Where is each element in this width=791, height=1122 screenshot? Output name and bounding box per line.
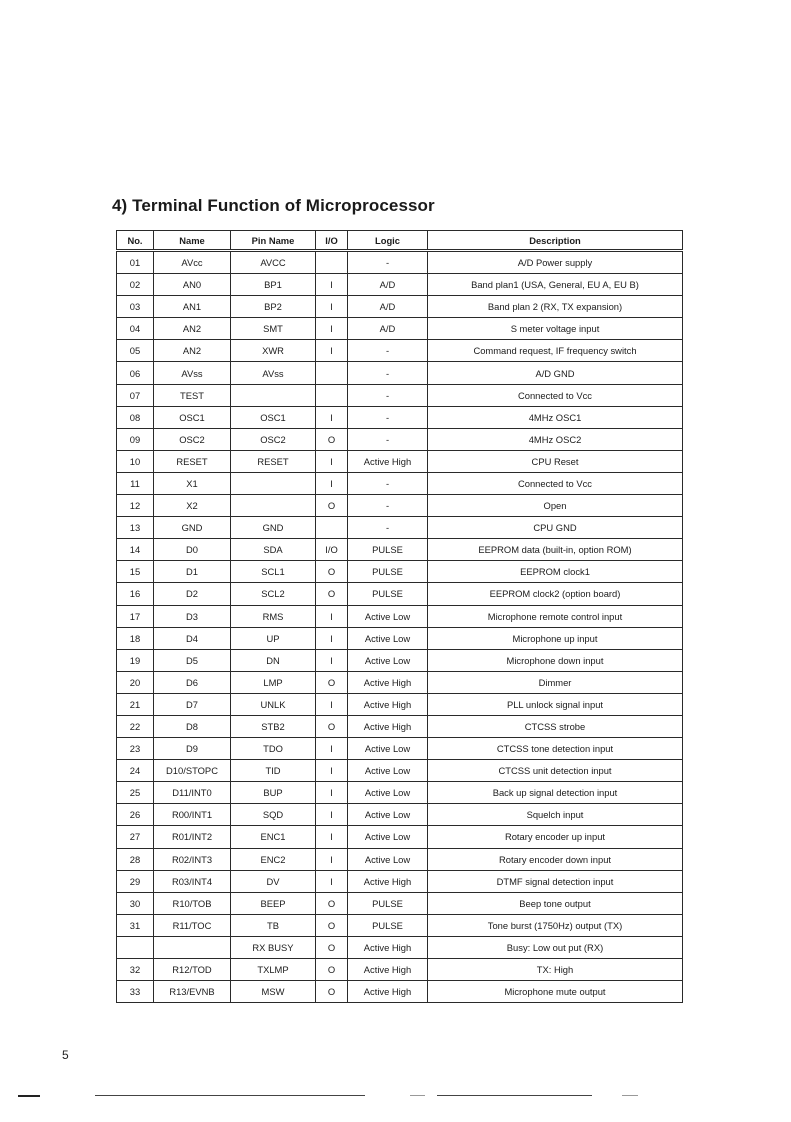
cell-no: 10 [117,450,154,472]
cell-name: D8 [154,715,231,737]
table-row [117,605,683,627]
cell-name: D0 [154,539,231,561]
table-row [117,981,683,1003]
cell-no: 01 [117,251,154,274]
cell-pin-name [231,495,316,517]
cell-no: 07 [117,384,154,406]
table-row [117,472,683,494]
cell-pin-name: SQD [231,804,316,826]
page-number: 5 [62,1048,69,1062]
cell-description: Rotary encoder down input [428,848,683,870]
cell-no: 31 [117,914,154,936]
cell-description: DTMF signal detection input [428,870,683,892]
cell-io [316,384,348,406]
cell-pin-name: AVss [231,362,316,384]
cell-no: 21 [117,693,154,715]
cell-io: I [316,274,348,296]
cell-description: CPU Reset [428,450,683,472]
cell-pin-name: TID [231,760,316,782]
cell-pin-name: UP [231,627,316,649]
cell-name [154,936,231,958]
cell-name: D3 [154,605,231,627]
cell-no: 16 [117,583,154,605]
cell-pin-name: AVCC [231,251,316,274]
cell-no: 27 [117,826,154,848]
cell-pin-name [231,384,316,406]
cell-name: D1 [154,561,231,583]
cell-logic: Active Low [348,826,428,848]
cell-pin-name: ENC2 [231,848,316,870]
cell-pin-name: DN [231,649,316,671]
cell-name: D7 [154,693,231,715]
footer-rule [622,1095,638,1096]
cell-pin-name: BP1 [231,274,316,296]
cell-io: O [316,959,348,981]
cell-io: I [316,870,348,892]
cell-pin-name: MSW [231,981,316,1003]
cell-logic: Active High [348,715,428,737]
cell-name: R12/TOD [154,959,231,981]
cell-io: I/O [316,539,348,561]
cell-no: 25 [117,782,154,804]
cell-no: 05 [117,340,154,362]
cell-pin-name: SCL1 [231,561,316,583]
table-row [117,959,683,981]
cell-description: Busy: Low out put (RX) [428,936,683,958]
table-row [117,428,683,450]
cell-no: 14 [117,539,154,561]
cell-description: Open [428,495,683,517]
cell-logic: Active High [348,671,428,693]
cell-logic: - [348,251,428,274]
cell-io: I [316,450,348,472]
cell-io: O [316,715,348,737]
cell-name: R02/INT3 [154,848,231,870]
cell-no: 11 [117,472,154,494]
cell-name: AN2 [154,340,231,362]
cell-io: I [316,782,348,804]
cell-io: I [316,760,348,782]
cell-no: 30 [117,892,154,914]
table-row [117,384,683,406]
cell-io: O [316,561,348,583]
cell-description: Microphone down input [428,649,683,671]
table-row [117,892,683,914]
cell-no: 09 [117,428,154,450]
cell-description: EEPROM clock1 [428,561,683,583]
cell-pin-name: UNLK [231,693,316,715]
cell-io: I [316,848,348,870]
cell-no: 33 [117,981,154,1003]
table-row [117,561,683,583]
cell-logic: PULSE [348,583,428,605]
table-row [117,539,683,561]
cell-io: O [316,495,348,517]
cell-name: R03/INT4 [154,870,231,892]
cell-pin-name: BEEP [231,892,316,914]
table-row [117,318,683,340]
cell-pin-name [231,472,316,494]
cell-name: TEST [154,384,231,406]
cell-logic: Active Low [348,804,428,826]
cell-logic: Active High [348,936,428,958]
cell-io: I [316,627,348,649]
cell-name: X2 [154,495,231,517]
cell-io [316,517,348,539]
table-row [117,782,683,804]
table-row [117,715,683,737]
cell-description: EEPROM clock2 (option board) [428,583,683,605]
table-row [117,583,683,605]
cell-io: I [316,340,348,362]
cell-name: R01/INT2 [154,826,231,848]
cell-no: 28 [117,848,154,870]
cell-logic: - [348,472,428,494]
cell-no: 19 [117,649,154,671]
cell-description: S meter voltage input [428,318,683,340]
cell-pin-name: BUP [231,782,316,804]
cell-io: O [316,671,348,693]
cell-no: 18 [117,627,154,649]
column-header-no: No. [117,231,154,251]
cell-logic: Active Low [348,760,428,782]
cell-io: I [316,826,348,848]
cell-logic: Active Low [348,848,428,870]
cell-name: OSC1 [154,406,231,428]
table-row [117,936,683,958]
cell-pin-name: TB [231,914,316,936]
cell-logic: Active High [348,959,428,981]
cell-logic: PULSE [348,914,428,936]
cell-description: Connected to Vcc [428,472,683,494]
cell-description: 4MHz OSC1 [428,406,683,428]
cell-pin-name: BP2 [231,296,316,318]
cell-pin-name: SMT [231,318,316,340]
table-row [117,627,683,649]
cell-io: I [316,649,348,671]
table-row [117,870,683,892]
cell-no: 32 [117,959,154,981]
table-row [117,848,683,870]
cell-pin-name: SCL2 [231,583,316,605]
cell-no: 17 [117,605,154,627]
cell-description: Microphone mute output [428,981,683,1003]
cell-description: Microphone remote control input [428,605,683,627]
cell-pin-name: RESET [231,450,316,472]
cell-io: I [316,318,348,340]
table-row [117,362,683,384]
cell-name: D11/INT0 [154,782,231,804]
cell-io: I [316,693,348,715]
cell-pin-name: TXLMP [231,959,316,981]
cell-name: AVss [154,362,231,384]
cell-name: D10/STOPC [154,760,231,782]
table-row [117,738,683,760]
cell-logic: - [348,384,428,406]
cell-description: Back up signal detection input [428,782,683,804]
cell-no: 24 [117,760,154,782]
table-row [117,340,683,362]
cell-logic: A/D [348,318,428,340]
cell-name: R00/INT1 [154,804,231,826]
table-row [117,495,683,517]
cell-name: AVcc [154,251,231,274]
cell-no: 03 [117,296,154,318]
cell-name: AN2 [154,318,231,340]
page-heading: 4) Terminal Function of Microprocessor [112,196,435,215]
table-row [117,274,683,296]
column-header-logic: Logic [348,231,428,251]
cell-logic: A/D [348,296,428,318]
cell-pin-name: RX BUSY [231,936,316,958]
cell-name: GND [154,517,231,539]
cell-name: RESET [154,450,231,472]
cell-description: A/D Power supply [428,251,683,274]
footer-rule [95,1095,365,1096]
cell-description: CTCSS unit detection input [428,760,683,782]
cell-name: R11/TOC [154,914,231,936]
cell-logic: - [348,406,428,428]
cell-logic: Active Low [348,605,428,627]
cell-logic: PULSE [348,539,428,561]
terminal-function-table [116,230,683,1003]
cell-description: EEPROM data (built-in, option ROM) [428,539,683,561]
cell-io: O [316,914,348,936]
cell-name: R10/TOB [154,892,231,914]
cell-description: Beep tone output [428,892,683,914]
cell-no: 08 [117,406,154,428]
cell-logic: Active Low [348,782,428,804]
cell-description: Squelch input [428,804,683,826]
cell-no: 23 [117,738,154,760]
cell-logic: PULSE [348,561,428,583]
table-row [117,406,683,428]
cell-no: 29 [117,870,154,892]
column-header-io: I/O [316,231,348,251]
cell-name: D9 [154,738,231,760]
cell-pin-name: ENC1 [231,826,316,848]
cell-pin-name: DV [231,870,316,892]
footer-rule [18,1095,40,1097]
cell-io: I [316,472,348,494]
cell-no: 15 [117,561,154,583]
cell-logic: Active High [348,870,428,892]
cell-io: O [316,936,348,958]
cell-description: Microphone up input [428,627,683,649]
footer-rule [410,1095,425,1096]
cell-pin-name: OSC2 [231,428,316,450]
cell-logic: A/D [348,274,428,296]
cell-description: Command request, IF frequency switch [428,340,683,362]
cell-io [316,251,348,274]
cell-logic: Active Low [348,738,428,760]
table-row [117,517,683,539]
cell-pin-name: XWR [231,340,316,362]
cell-pin-name: GND [231,517,316,539]
cell-pin-name: OSC1 [231,406,316,428]
cell-description: Tone burst (1750Hz) output (TX) [428,914,683,936]
cell-pin-name: LMP [231,671,316,693]
cell-io [316,362,348,384]
cell-description: 4MHz OSC2 [428,428,683,450]
cell-no: 02 [117,274,154,296]
cell-io: I [316,804,348,826]
cell-name: R13/EVNB [154,981,231,1003]
cell-io: O [316,892,348,914]
cell-logic: - [348,517,428,539]
cell-description: PLL unlock signal input [428,693,683,715]
cell-name: D5 [154,649,231,671]
cell-io: O [316,428,348,450]
cell-description: Band plan1 (USA, General, EU A, EU B) [428,274,683,296]
cell-no: 26 [117,804,154,826]
table-row [117,296,683,318]
column-header-name: Name [154,231,231,251]
table-row [117,450,683,472]
cell-no: 22 [117,715,154,737]
cell-name: X1 [154,472,231,494]
cell-no: 06 [117,362,154,384]
table-row [117,649,683,671]
cell-name: AN1 [154,296,231,318]
table-row [117,826,683,848]
cell-io: I [316,738,348,760]
cell-logic: Active Low [348,627,428,649]
cell-no [117,936,154,958]
column-header-description: Description [428,231,683,251]
cell-description: Connected to Vcc [428,384,683,406]
footer-rule [437,1095,592,1096]
table-row [117,760,683,782]
cell-no: 12 [117,495,154,517]
cell-description: CTCSS strobe [428,715,683,737]
cell-description: CPU GND [428,517,683,539]
cell-name: AN0 [154,274,231,296]
cell-io: I [316,605,348,627]
cell-pin-name: SDA [231,539,316,561]
cell-description: CTCSS tone detection input [428,738,683,760]
table-row [117,693,683,715]
cell-io: O [316,583,348,605]
column-header-pin-name: Pin Name [231,231,316,251]
cell-name: D6 [154,671,231,693]
cell-pin-name: STB2 [231,715,316,737]
table-row [117,914,683,936]
cell-name: OSC2 [154,428,231,450]
cell-io: O [316,981,348,1003]
cell-logic: - [348,495,428,517]
cell-pin-name: TDO [231,738,316,760]
cell-logic: - [348,340,428,362]
cell-logic: Active Low [348,649,428,671]
cell-description: Rotary encoder up input [428,826,683,848]
cell-description: TX: High [428,959,683,981]
cell-pin-name: RMS [231,605,316,627]
cell-no: 04 [117,318,154,340]
cell-no: 13 [117,517,154,539]
cell-no: 20 [117,671,154,693]
cell-logic: - [348,428,428,450]
cell-description: Dimmer [428,671,683,693]
cell-logic: PULSE [348,892,428,914]
cell-name: D2 [154,583,231,605]
cell-name: D4 [154,627,231,649]
cell-io: I [316,406,348,428]
cell-description: Band plan 2 (RX, TX expansion) [428,296,683,318]
table-row [117,671,683,693]
cell-logic: Active High [348,450,428,472]
table-row [117,804,683,826]
table-row [117,251,683,274]
cell-io: I [316,296,348,318]
cell-description: A/D GND [428,362,683,384]
cell-logic: Active High [348,693,428,715]
cell-logic: - [348,362,428,384]
table-header-row [117,231,683,251]
cell-logic: Active High [348,981,428,1003]
